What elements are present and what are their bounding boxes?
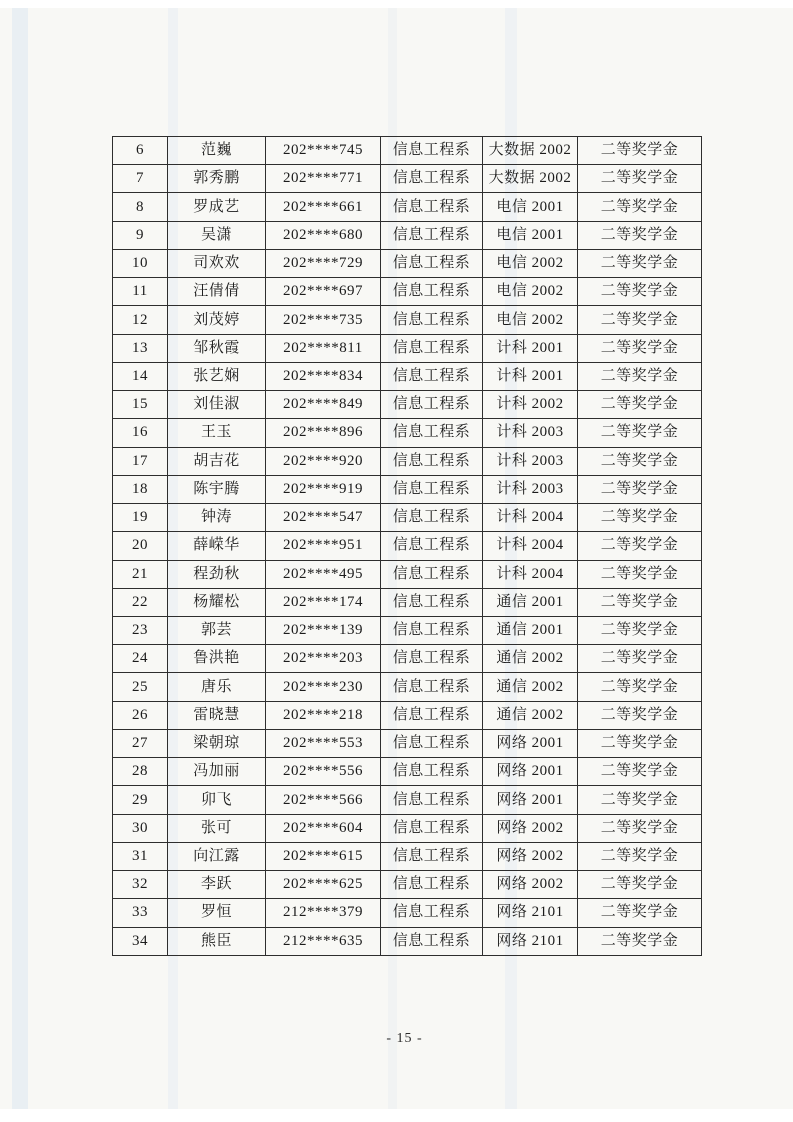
cell-class: 大数据 2002 (483, 165, 578, 193)
table-row (113, 475, 702, 503)
table-row (113, 419, 702, 447)
cell-index: 32 (113, 871, 168, 899)
cell-index: 28 (113, 758, 168, 786)
table-row (113, 532, 702, 560)
cell-index: 23 (113, 616, 168, 644)
cell-award: 二等奖学金 (578, 842, 702, 870)
cell-name: 梁朝琼 (168, 729, 266, 757)
cell-award: 二等奖学金 (578, 899, 702, 927)
cell-name: 张艺娴 (168, 362, 266, 390)
cell-class: 通信 2001 (483, 588, 578, 616)
cell-award: 二等奖学金 (578, 221, 702, 249)
cell-name: 郭芸 (168, 616, 266, 644)
cell-index: 24 (113, 645, 168, 673)
cell-award: 二等奖学金 (578, 927, 702, 955)
cell-department: 信息工程系 (381, 842, 483, 870)
cell-class: 网络 2002 (483, 871, 578, 899)
cell-award: 二等奖学金 (578, 137, 702, 165)
cell-index: 7 (113, 165, 168, 193)
table-row (113, 447, 702, 475)
cell-award: 二等奖学金 (578, 729, 702, 757)
cell-student-id: 202****834 (266, 362, 381, 390)
cell-name: 唐乐 (168, 673, 266, 701)
cell-student-id: 202****566 (266, 786, 381, 814)
cell-index: 17 (113, 447, 168, 475)
cell-award: 二等奖学金 (578, 560, 702, 588)
cell-department: 信息工程系 (381, 193, 483, 221)
cell-name: 李跃 (168, 871, 266, 899)
cell-class: 网络 2101 (483, 899, 578, 927)
table-row (113, 391, 702, 419)
scan-streak (12, 8, 28, 1109)
table-body (113, 137, 702, 956)
cell-student-id: 202****556 (266, 758, 381, 786)
cell-name: 熊臣 (168, 927, 266, 955)
page-number: - 15 - (386, 1031, 423, 1046)
cell-student-id: 202****680 (266, 221, 381, 249)
cell-class: 通信 2002 (483, 645, 578, 673)
cell-class: 电信 2002 (483, 306, 578, 334)
cell-department: 信息工程系 (381, 645, 483, 673)
cell-award: 二等奖学金 (578, 673, 702, 701)
cell-department: 信息工程系 (381, 701, 483, 729)
cell-student-id: 212****635 (266, 927, 381, 955)
table-row (113, 249, 702, 277)
table-row (113, 842, 702, 870)
table-row (113, 137, 702, 165)
cell-name: 罗成艺 (168, 193, 266, 221)
cell-name: 吴潇 (168, 221, 266, 249)
cell-award: 二等奖学金 (578, 362, 702, 390)
cell-name: 雷晓慧 (168, 701, 266, 729)
cell-student-id: 202****735 (266, 306, 381, 334)
cell-department: 信息工程系 (381, 616, 483, 644)
table-row (113, 616, 702, 644)
table-row (113, 193, 702, 221)
table-row (113, 334, 702, 362)
cell-department: 信息工程系 (381, 447, 483, 475)
cell-index: 29 (113, 786, 168, 814)
cell-class: 计科 2001 (483, 334, 578, 362)
cell-student-id: 202****896 (266, 419, 381, 447)
cell-award: 二等奖学金 (578, 504, 702, 532)
cell-department: 信息工程系 (381, 899, 483, 927)
cell-award: 二等奖学金 (578, 701, 702, 729)
cell-department: 信息工程系 (381, 137, 483, 165)
cell-department: 信息工程系 (381, 560, 483, 588)
cell-award: 二等奖学金 (578, 758, 702, 786)
cell-department: 信息工程系 (381, 391, 483, 419)
table-row (113, 673, 702, 701)
cell-award: 二等奖学金 (578, 588, 702, 616)
cell-name: 汪倩倩 (168, 278, 266, 306)
cell-index: 18 (113, 475, 168, 503)
cell-class: 网络 2001 (483, 729, 578, 757)
cell-class: 网络 2101 (483, 927, 578, 955)
table-row (113, 278, 702, 306)
cell-student-id: 202****615 (266, 842, 381, 870)
cell-department: 信息工程系 (381, 475, 483, 503)
table-row (113, 871, 702, 899)
cell-class: 网络 2001 (483, 758, 578, 786)
cell-index: 16 (113, 419, 168, 447)
table-row (113, 588, 702, 616)
cell-department: 信息工程系 (381, 221, 483, 249)
cell-index: 30 (113, 814, 168, 842)
cell-class: 计科 2001 (483, 362, 578, 390)
cell-class: 电信 2001 (483, 221, 578, 249)
cell-department: 信息工程系 (381, 278, 483, 306)
table-row (113, 899, 702, 927)
cell-class: 电信 2002 (483, 278, 578, 306)
table-row (113, 729, 702, 757)
cell-department: 信息工程系 (381, 504, 483, 532)
cell-student-id: 202****203 (266, 645, 381, 673)
cell-index: 34 (113, 927, 168, 955)
cell-name: 薛嵘华 (168, 532, 266, 560)
scan-edge-top (0, 0, 793, 8)
cell-award: 二等奖学金 (578, 165, 702, 193)
cell-index: 33 (113, 899, 168, 927)
table-row (113, 927, 702, 955)
cell-name: 张可 (168, 814, 266, 842)
cell-class: 计科 2004 (483, 532, 578, 560)
cell-class: 大数据 2002 (483, 137, 578, 165)
cell-index: 10 (113, 249, 168, 277)
cell-award: 二等奖学金 (578, 447, 702, 475)
cell-index: 25 (113, 673, 168, 701)
table-row (113, 645, 702, 673)
cell-department: 信息工程系 (381, 419, 483, 447)
cell-student-id: 202****625 (266, 871, 381, 899)
scholarship-award-table (112, 136, 702, 956)
cell-department: 信息工程系 (381, 588, 483, 616)
cell-name: 刘茂婷 (168, 306, 266, 334)
cell-department: 信息工程系 (381, 729, 483, 757)
cell-student-id: 202****139 (266, 616, 381, 644)
cell-award: 二等奖学金 (578, 249, 702, 277)
cell-department: 信息工程系 (381, 814, 483, 842)
cell-class: 计科 2003 (483, 419, 578, 447)
cell-class: 计科 2003 (483, 447, 578, 475)
cell-award: 二等奖学金 (578, 278, 702, 306)
cell-award: 二等奖学金 (578, 814, 702, 842)
cell-student-id: 202****604 (266, 814, 381, 842)
cell-department: 信息工程系 (381, 532, 483, 560)
cell-class: 计科 2004 (483, 504, 578, 532)
cell-department: 信息工程系 (381, 306, 483, 334)
table-row (113, 362, 702, 390)
cell-award: 二等奖学金 (578, 871, 702, 899)
cell-department: 信息工程系 (381, 673, 483, 701)
table-row (113, 221, 702, 249)
cell-name: 冯加丽 (168, 758, 266, 786)
cell-award: 二等奖学金 (578, 616, 702, 644)
cell-award: 二等奖学金 (578, 419, 702, 447)
cell-department: 信息工程系 (381, 249, 483, 277)
cell-class: 电信 2002 (483, 249, 578, 277)
cell-department: 信息工程系 (381, 334, 483, 362)
cell-student-id: 202****174 (266, 588, 381, 616)
cell-name: 程劲秋 (168, 560, 266, 588)
cell-department: 信息工程系 (381, 786, 483, 814)
cell-award: 二等奖学金 (578, 786, 702, 814)
cell-student-id: 202****951 (266, 532, 381, 560)
cell-class: 计科 2002 (483, 391, 578, 419)
cell-index: 27 (113, 729, 168, 757)
cell-class: 计科 2004 (483, 560, 578, 588)
cell-index: 15 (113, 391, 168, 419)
cell-name: 司欢欢 (168, 249, 266, 277)
cell-department: 信息工程系 (381, 758, 483, 786)
cell-class: 网络 2001 (483, 786, 578, 814)
table-row (113, 701, 702, 729)
cell-department: 信息工程系 (381, 165, 483, 193)
cell-student-id: 202****745 (266, 137, 381, 165)
cell-student-id: 202****553 (266, 729, 381, 757)
cell-department: 信息工程系 (381, 362, 483, 390)
cell-student-id: 202****771 (266, 165, 381, 193)
cell-index: 8 (113, 193, 168, 221)
cell-index: 22 (113, 588, 168, 616)
cell-name: 杨耀松 (168, 588, 266, 616)
cell-index: 19 (113, 504, 168, 532)
cell-name: 郭秀鹏 (168, 165, 266, 193)
cell-name: 鲁洪艳 (168, 645, 266, 673)
table-row (113, 786, 702, 814)
cell-class: 网络 2002 (483, 842, 578, 870)
cell-student-id: 212****379 (266, 899, 381, 927)
cell-index: 21 (113, 560, 168, 588)
cell-department: 信息工程系 (381, 927, 483, 955)
cell-name: 卯飞 (168, 786, 266, 814)
table-row (113, 165, 702, 193)
cell-class: 网络 2002 (483, 814, 578, 842)
cell-student-id: 202****849 (266, 391, 381, 419)
cell-name: 范巍 (168, 137, 266, 165)
cell-name: 胡吉花 (168, 447, 266, 475)
cell-award: 二等奖学金 (578, 475, 702, 503)
cell-award: 二等奖学金 (578, 306, 702, 334)
cell-student-id: 202****230 (266, 673, 381, 701)
cell-award: 二等奖学金 (578, 334, 702, 362)
cell-award: 二等奖学金 (578, 645, 702, 673)
cell-class: 计科 2003 (483, 475, 578, 503)
cell-index: 26 (113, 701, 168, 729)
cell-index: 12 (113, 306, 168, 334)
cell-name: 陈宇腾 (168, 475, 266, 503)
table-row (113, 758, 702, 786)
cell-department: 信息工程系 (381, 871, 483, 899)
cell-student-id: 202****729 (266, 249, 381, 277)
cell-index: 31 (113, 842, 168, 870)
cell-name: 邹秋霞 (168, 334, 266, 362)
cell-index: 6 (113, 137, 168, 165)
cell-index: 14 (113, 362, 168, 390)
table-row (113, 504, 702, 532)
cell-name: 钟涛 (168, 504, 266, 532)
cell-index: 11 (113, 278, 168, 306)
cell-class: 通信 2001 (483, 616, 578, 644)
cell-award: 二等奖学金 (578, 193, 702, 221)
cell-name: 罗恒 (168, 899, 266, 927)
scan-edge-bottom (0, 1109, 793, 1122)
cell-student-id: 202****697 (266, 278, 381, 306)
cell-class: 通信 2002 (483, 673, 578, 701)
cell-student-id: 202****811 (266, 334, 381, 362)
cell-student-id: 202****920 (266, 447, 381, 475)
table-row (113, 560, 702, 588)
cell-student-id: 202****495 (266, 560, 381, 588)
table-row (113, 306, 702, 334)
table-row (113, 814, 702, 842)
cell-index: 13 (113, 334, 168, 362)
cell-name: 王玉 (168, 419, 266, 447)
cell-name: 刘佳淑 (168, 391, 266, 419)
cell-name: 向江露 (168, 842, 266, 870)
cell-student-id: 202****661 (266, 193, 381, 221)
cell-student-id: 202****218 (266, 701, 381, 729)
cell-award: 二等奖学金 (578, 391, 702, 419)
cell-class: 电信 2001 (483, 193, 578, 221)
cell-index: 20 (113, 532, 168, 560)
cell-award: 二等奖学金 (578, 532, 702, 560)
cell-index: 9 (113, 221, 168, 249)
cell-student-id: 202****547 (266, 504, 381, 532)
cell-student-id: 202****919 (266, 475, 381, 503)
cell-class: 通信 2002 (483, 701, 578, 729)
